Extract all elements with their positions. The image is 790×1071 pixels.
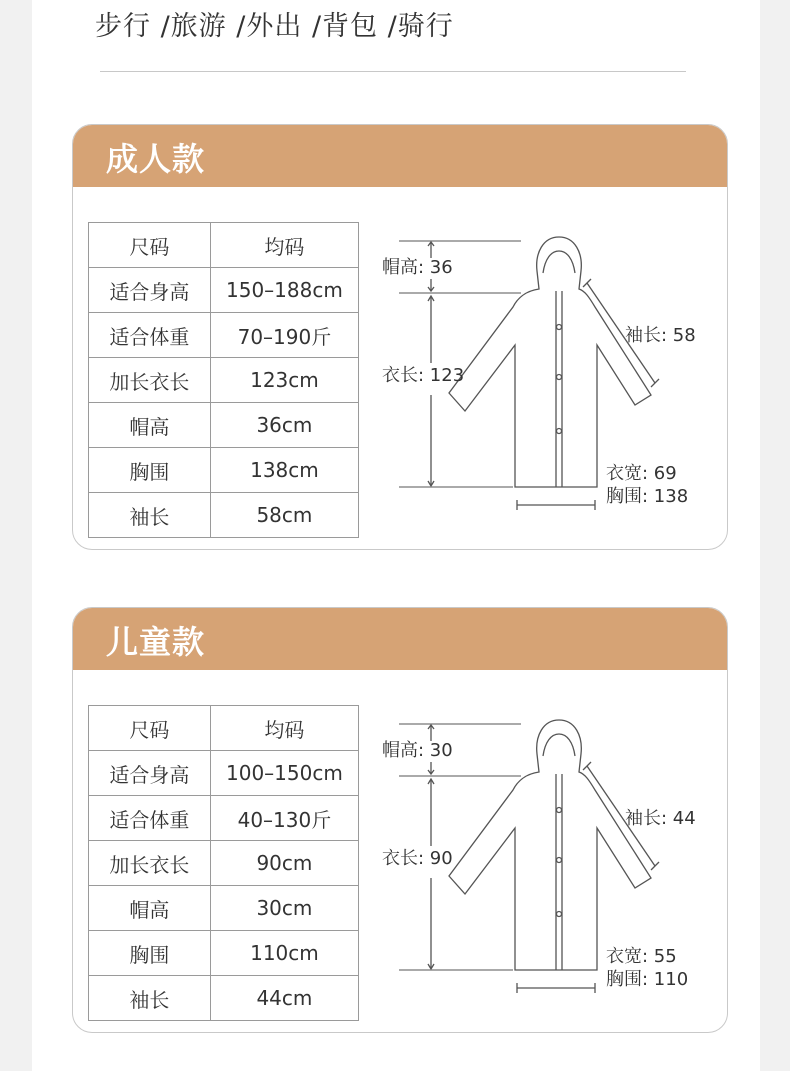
table-cell-value: 138cm — [210, 448, 358, 493]
table-row — [89, 358, 359, 403]
table-header-cell: 均码 — [210, 706, 358, 751]
card-header — [73, 125, 727, 187]
table-row — [89, 313, 359, 358]
size-table — [88, 705, 359, 1021]
table-row — [89, 493, 359, 538]
table-header-cell: 均码 — [210, 223, 358, 268]
table-cell-value: 44cm — [210, 976, 358, 1021]
table-cell-key: 加长衣长 — [89, 841, 211, 886]
table-row — [89, 796, 359, 841]
table-cell-key: 帽高 — [89, 886, 211, 931]
hood-height-label: 帽高: 36 — [382, 257, 453, 278]
table-cell-value: 123cm — [210, 358, 358, 403]
table-header-cell: 尺码 — [89, 223, 211, 268]
table-cell-key: 加长衣长 — [89, 358, 211, 403]
table-cell-value: 150–188cm — [210, 268, 358, 313]
table-header-cell: 尺码 — [89, 706, 211, 751]
card-title: 成人款 — [106, 140, 206, 178]
table-row — [89, 976, 359, 1021]
table-header-row — [89, 223, 359, 268]
table-cell-key: 袖长 — [89, 976, 211, 1021]
coat-width-label: 衣宽: 69 — [606, 463, 677, 484]
table-cell-value: 58cm — [210, 493, 358, 538]
table-cell-value: 70–190斤 — [210, 313, 358, 358]
table-cell-key: 适合体重 — [89, 313, 211, 358]
table-row — [89, 448, 359, 493]
table-cell-key: 帽高 — [89, 403, 211, 448]
chest-label: 胸围: 138 — [606, 486, 689, 507]
table-row — [89, 268, 359, 313]
sleeve-length-label: 袖长: 44 — [625, 808, 696, 829]
table-cell-key: 适合身高 — [89, 751, 211, 796]
table-cell-value: 40–130斤 — [210, 796, 358, 841]
sleeve-length-label: 袖长: 58 — [625, 325, 696, 346]
table-row — [89, 403, 359, 448]
table-header-row — [89, 706, 359, 751]
coat-width-label: 衣宽: 55 — [606, 946, 677, 967]
table-cell-value: 110cm — [210, 931, 358, 976]
size-table — [88, 222, 359, 538]
adult-size-card — [72, 124, 728, 550]
table-cell-key: 适合体重 — [89, 796, 211, 841]
table-cell-value: 90cm — [210, 841, 358, 886]
table-cell-key: 袖长 — [89, 493, 211, 538]
divider — [100, 71, 686, 72]
usage-scenarios-text: 步行 /旅游 /外出 /背包 /骑行 — [95, 11, 454, 42]
table-row — [89, 751, 359, 796]
table-cell-value: 30cm — [210, 886, 358, 931]
card-title: 儿童款 — [106, 623, 206, 661]
table-cell-key: 胸围 — [89, 448, 211, 493]
coat-length-label: 衣长: 123 — [382, 365, 465, 386]
table-row — [89, 841, 359, 886]
table-cell-value: 36cm — [210, 403, 358, 448]
table-row — [89, 886, 359, 931]
child-size-card — [72, 607, 728, 1033]
hood-height-label: 帽高: 30 — [382, 740, 453, 761]
table-cell-value: 100–150cm — [210, 751, 358, 796]
chest-label: 胸围: 110 — [606, 969, 689, 990]
coat-length-label: 衣长: 90 — [382, 848, 453, 869]
card-header — [73, 608, 727, 670]
table-cell-key: 胸围 — [89, 931, 211, 976]
table-row — [89, 931, 359, 976]
table-cell-key: 适合身高 — [89, 268, 211, 313]
